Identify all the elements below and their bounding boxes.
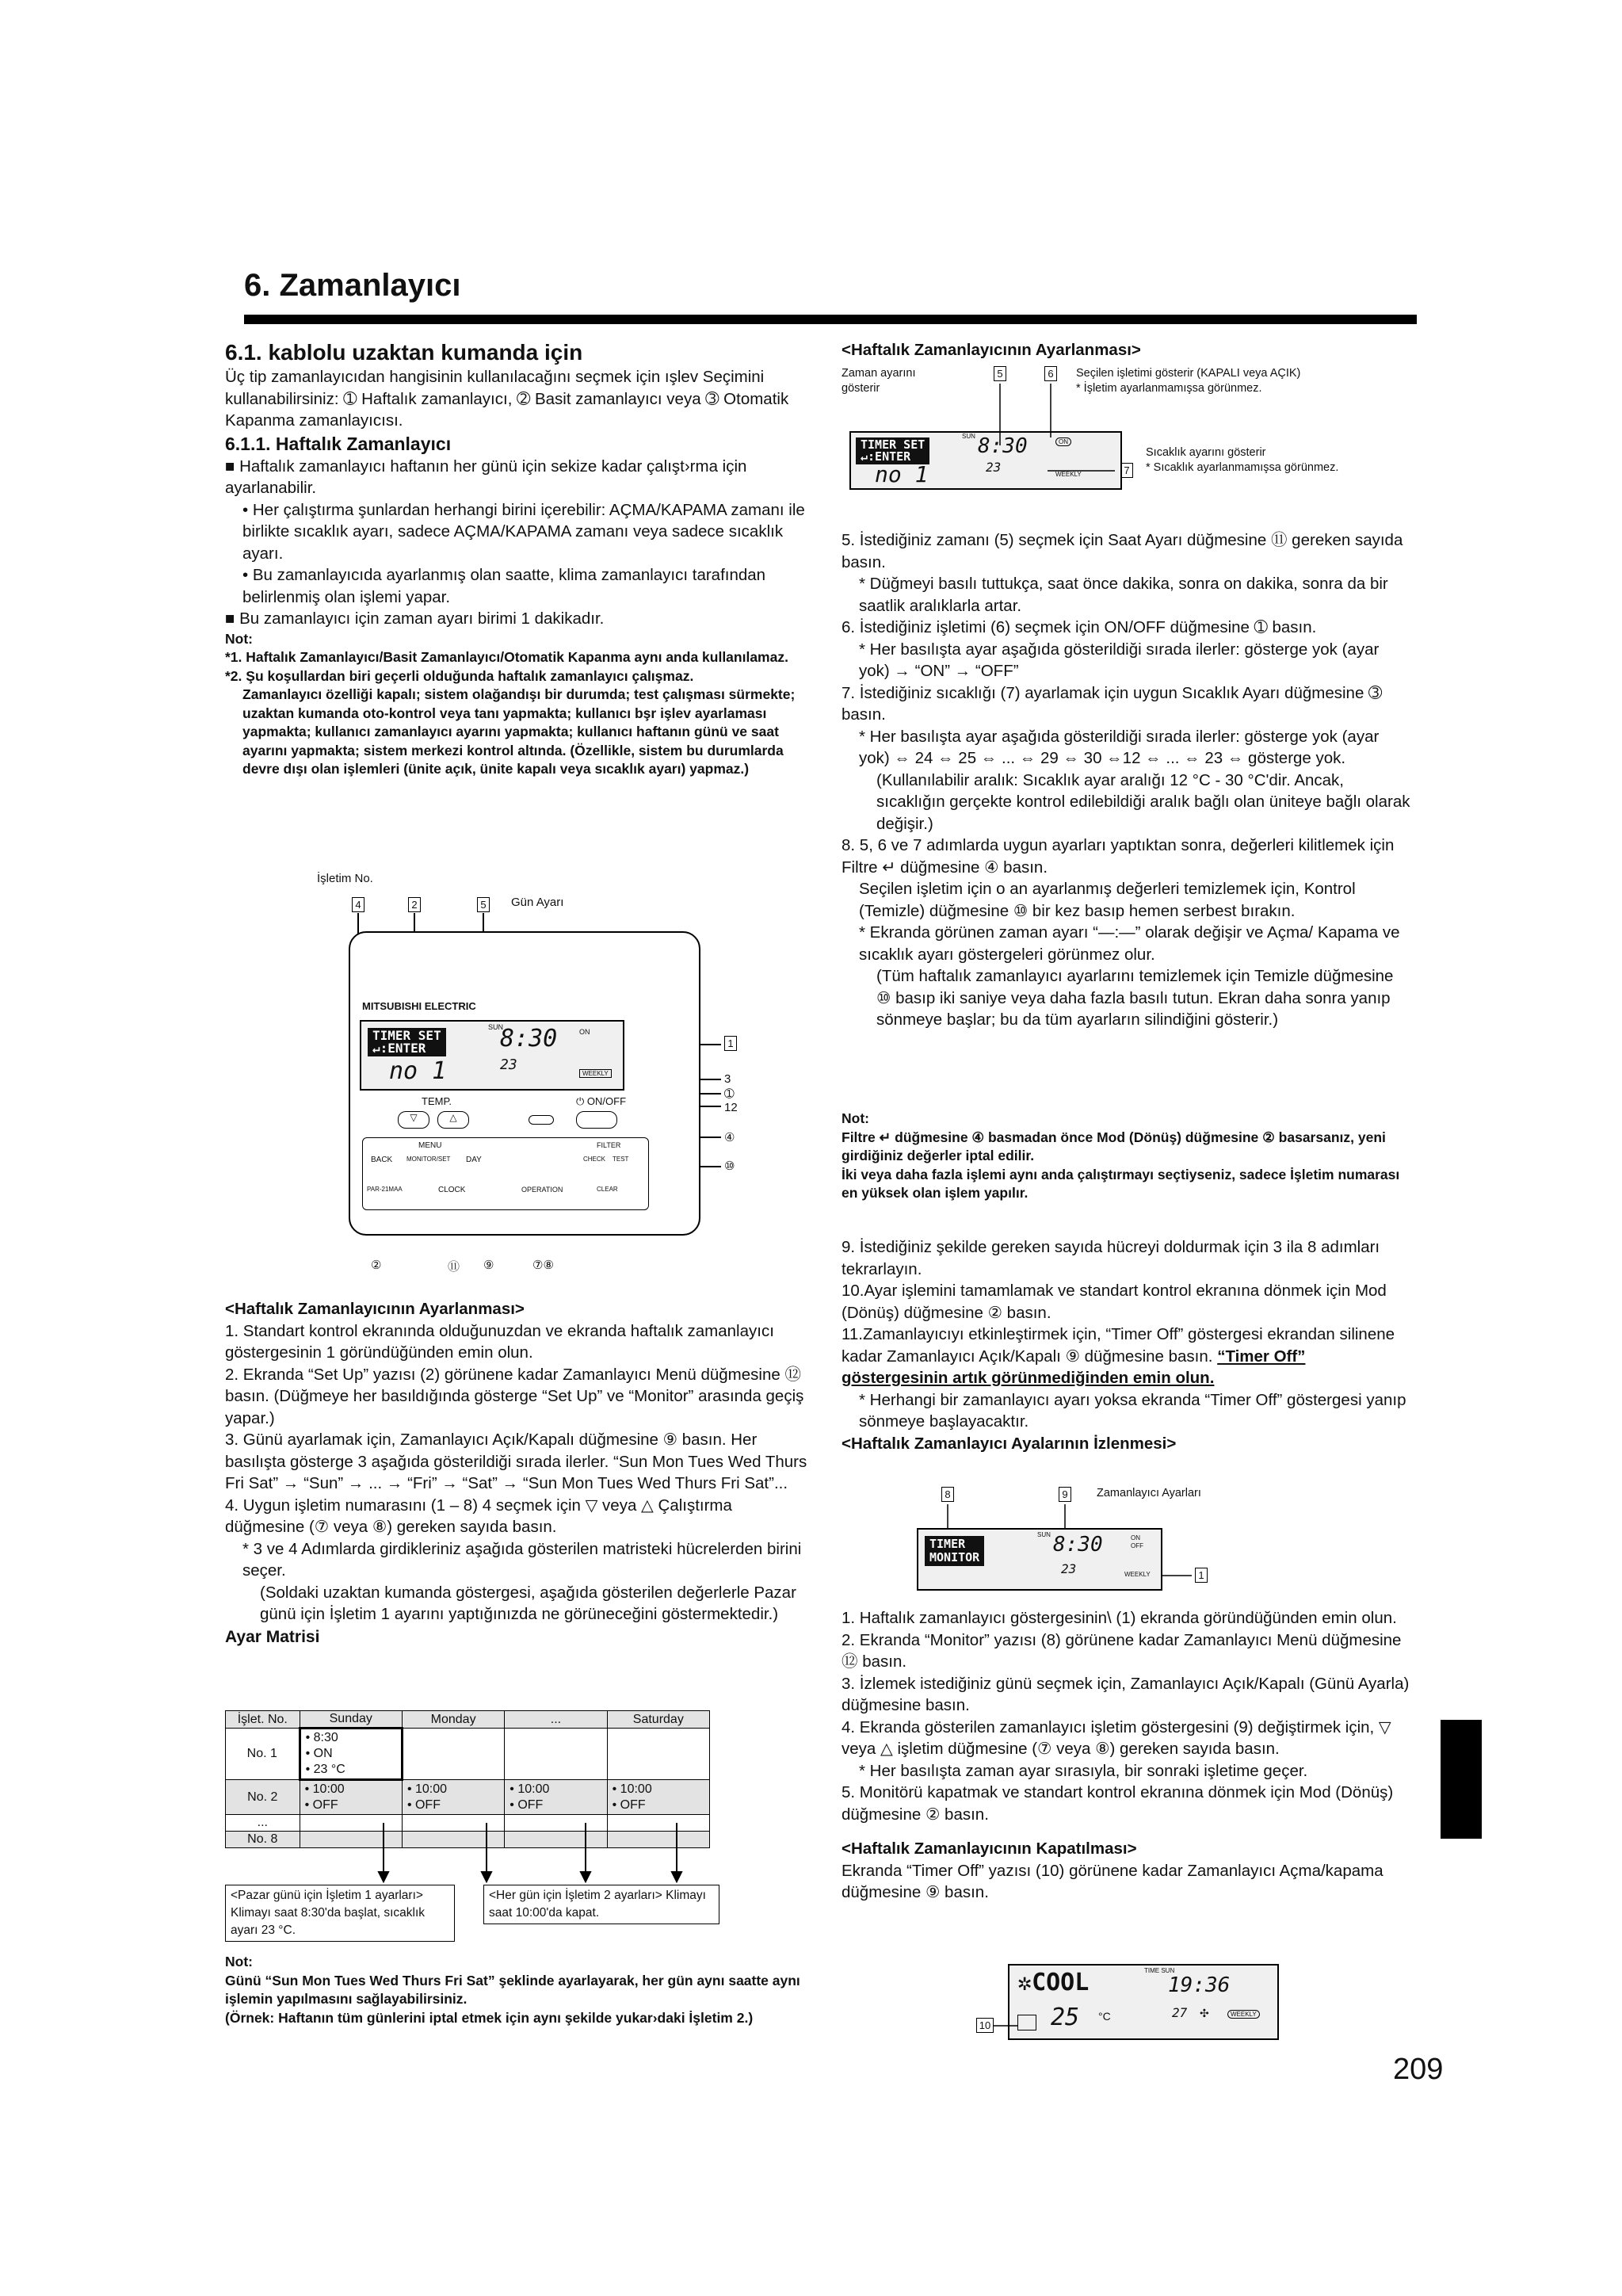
figure-timer-off (976, 1964, 1293, 2043)
callout-2: 2 (408, 897, 421, 912)
step-3: 3. Günü ayarlamak için, Zamanlayıcı Açık/Kapalı düğmesine ⑨ basın. Her basılışta gösterge 3 aşağıda gösterildiği sırada ilerler. “Sun Mon Tues Wed Thurs Fri Sat” → “Sun” → ... → “Fri” → “Sat” → “Sun Mon Tues Wed Thurs Fri Sat”... (225, 1431, 807, 1492)
lcd-sun: SUN (488, 1023, 504, 1031)
intro-text: Üç tip zamanlayıcıdan hangisinin kullanılacağını seçmek için ışlev Seçimini kullanabilirsiniz: ➀ Haftalık zamanlayıcı, ➁ Basit zamanlayıcı veya ➂ Otomatik Kapanma zamanlayıcısı. (225, 368, 789, 430)
mstep-4-note: * Her basılışta zaman ayar sırasıyla, bir sonraki işletime geçer. (859, 1761, 1308, 1780)
matrix-header: Monday (402, 1711, 504, 1729)
label-gun-ayari: Gün Ayarı (511, 896, 564, 909)
callout-r2: 3 (724, 1072, 731, 1086)
callout-b2: ⑪ (448, 1260, 460, 1274)
fig2-lcd-sun: SUN (1037, 1531, 1051, 1538)
right-heading: <Haftalık Zamanlayıcının Ayarlanması> (842, 341, 1141, 359)
remote-lcd (360, 1020, 624, 1091)
note-2-body: Zamanlayıcı özelliği kapalı; sistem olağandışı bir durumda; test çalışması sürmekte; uzaktan kumanda oto-kontrol veya tanı yapmakta; kullanıcı bşr işlev ayarlaması yapmakta; kullanıcı zamanlayıcı ayarını yapmakta; kullanıcı haftanın günü ve saat ayarını yapmakta; sistem merkezi kontrol altında. (Özellikle, sistem bu durumlarda devre dışı olan işlemleri (ünite açık, ünite kapalı veya sıcaklık ayarı) yapmaz.) (242, 686, 796, 777)
label-isletim-no: İşletim No. (317, 872, 373, 885)
temp-down-button[interactable]: ▽ (398, 1111, 429, 1129)
bottom-note (225, 1953, 811, 2027)
note-2-head: *2. Şu koşullardan biri geçerli olduğunda haftalık zamanlayıcı çalışmaz. (225, 667, 694, 684)
remote-body (349, 931, 700, 1236)
off-text: Ekranda “Timer Off” yazısı (10) görünene kadar Zamanlayıcı Açma/kapama düğmesine ⑨ basın. (842, 1861, 1383, 1901)
matrix-title: Ayar Matrisi (225, 1627, 320, 1646)
lcd-temp: 23 (500, 1056, 517, 1073)
subsection-title: 6.1.1. Haftalık Zamanlayıcı (225, 433, 452, 454)
matrix-cell-no2: • 10:00 • OFF (607, 1780, 709, 1815)
fig1-label-zaman: Zaman ayarını gösterir (842, 367, 916, 395)
matrix-cell-no1-sun: • 8:30 • ON • 23 °C (300, 1729, 402, 1780)
matrix-row-label: No. 8 (226, 1832, 300, 1848)
left-steps (225, 1298, 811, 1649)
matrix-row-label: ... (226, 1815, 300, 1832)
model-label: PAR-21MAA (367, 1186, 403, 1193)
fig1-label-secilen: Seçilen işletimi gösterir (KAPALI veya AÇIK) * İşletim ayarlanmamışsa görünmez. (1076, 367, 1301, 395)
step-7-note2: (Kullanılabilir aralık: Sıcaklık ayar aralığı 12 °C - 30 °C'dir. Ancak, sıcaklığın gerçekte kontrol edilebildiği aralık bağlı olan üniteye bağlı olarak değişir.) (876, 770, 1410, 833)
step-1: 1. Standart kontrol ekranında olduğunuzdan ve ekranda haftalık zamanlayıcı göstergesinin 1 göründüğünden emin olun. (225, 1321, 774, 1362)
right-steps-9-11 (842, 1236, 1412, 1454)
callout-r5: ④ (724, 1131, 735, 1144)
callout-r4: 12 (724, 1101, 738, 1114)
chapter-title: 6. Zamanlayıcı (244, 268, 461, 303)
page-number: 209 (1393, 2053, 1444, 2086)
bottom-note-2: (Örnek: Haftanın tüm günlerini iptal etmek için aynı şekilde yukar›daki İşletim 2.) (225, 2009, 754, 2026)
matrix-cell-no2: • 10:00 • OFF (402, 1780, 504, 1815)
lcd-on: ON (579, 1028, 590, 1036)
step-4-note: * 3 ve 4 Adımlarda girdikleriniz aşağıda gösterilen matristeki hücrelerden birini seçer. (242, 1539, 802, 1580)
fig1-callout-7: 7 (1120, 463, 1133, 478)
btn-filter[interactable]: FILTER (597, 1141, 621, 1149)
bottom-note-label: Not: (225, 1954, 253, 1969)
callout-b3: ⑨ (483, 1259, 494, 1272)
step-6-note: * Her basılışta ayar aşağıda gösterildiği sırada ilerler: gösterge yok (ayar yok) → “ON” → “OFF” (859, 640, 1380, 680)
step-4: 4. Uygun işletim numarasını (1 – 8) 4 seçmek için ▽ veya △ Çalıştırma düğmesine (⑦ veya ⑧) gereken sayıda basın. (225, 1496, 732, 1536)
matrix-cell (402, 1729, 504, 1780)
settings-heading: <Haftalık Zamanlayıcının Ayarlanması> (225, 1300, 525, 1318)
matrix-row-label: No. 2 (226, 1780, 300, 1815)
indicator-lamp (529, 1115, 554, 1125)
figure-timer-monitor (842, 1487, 1412, 1598)
fan-icon: ✣ (1200, 2007, 1209, 2019)
fig1-lcd-timer: TIMER SET ↵:ENTER (856, 437, 929, 464)
step-6: 6. İstediğiniz işletimi (6) seçmek için ON/OFF düğmesine ➀ basın. (842, 618, 1317, 636)
mstep-3: 3. İzlemek istediğiniz günü seçmek için, Zamanlayıcı Açık/Kapalı (Günü Ayarla) düğmesine basın. (842, 1674, 1410, 1714)
fig1-lcd-weekly: WEEKLY (1055, 471, 1082, 478)
callout-box-everyday: <Her gün için İşletim 2 ayarları> Klimayı saat 10:00'da kapat. (483, 1885, 719, 1924)
fig2-lcd-time: 8:30 (1053, 1533, 1103, 1557)
temp-up-button[interactable]: △ (437, 1111, 469, 1129)
left-column (225, 339, 811, 779)
step-5: 5. İstediğiniz zamanı (5) seçmek için Saat Ayarı düğmesine ⑪ gereken sayıda basın. (842, 531, 1403, 571)
fig3-lcd-time: 19:36 (1168, 1973, 1231, 1997)
matrix-cell-no2: • 10:00 • OFF (300, 1780, 402, 1815)
btn-operation[interactable]: OPERATION (521, 1186, 563, 1194)
fig2-callout-9: 9 (1059, 1487, 1071, 1502)
note-1: *1. Haftalık Zamanlayıcı/Basit Zamanlayıcı/Otomatik Kapanma aynı anda kullanılamaz. (225, 649, 788, 665)
fig2-callout-8: 8 (941, 1487, 954, 1502)
fig3-callout-10: 10 (976, 2018, 994, 2033)
fig1-lcd-on: ON (1055, 437, 1071, 446)
note-label: Not: (225, 630, 253, 647)
callout-5: 5 (477, 897, 490, 912)
lcd-weekly: WEEKLY (579, 1069, 612, 1078)
btn-onoff-label: ⏻ ON/OFF (576, 1095, 627, 1107)
lower-panel (362, 1137, 649, 1210)
btn-back[interactable]: BACK (371, 1156, 393, 1164)
step-11: 11.Zamanlayıcıyı etkinleştirmek için, “Timer Off” göstergesi ekrandan silinene kadar Zamanlayıcı Açık/Kapalı ⑨ düğmesine basın. “Timer Off” göstergesinin artık görünmediğinden emin olun. (842, 1325, 1395, 1387)
matrix-cell (505, 1729, 607, 1780)
mstep-1: 1. Haftalık zamanlayıcı göstergesinin\ (1) ekranda göründüğünden emin olun. (842, 1609, 1397, 1627)
btn-temp-label: TEMP. (422, 1095, 452, 1107)
btn-day[interactable]: DAY (466, 1156, 482, 1164)
step-4-note2: (Soldaki uzaktan kumanda göstergesi, aşağıda gösterilen değerlerle Pazar günü için İşletim 1 ayarını yaptığınızda ne görüneceğini göstermektedir.) (260, 1583, 796, 1623)
fig3-lcd-temp: 25 (1051, 2004, 1080, 2031)
lcd-op-no: no 1 (389, 1057, 447, 1085)
fig1-label-sicaklik: Sıcaklık ayarını gösterir * Sıcaklık ayarlanmamışsa görünmez. (1146, 446, 1339, 474)
btn-menu[interactable]: MENU (418, 1141, 442, 1150)
fig1-callout-5: 5 (994, 366, 1006, 381)
step-8: 8. 5, 6 ve 7 adımlarda uygun ayarları yaptıktan sonra, değerleri kilitlemek için Filtre ↵ düğmesine ④ basın. (842, 836, 1395, 877)
fig2-lcd-onoff: ON OFF (1131, 1534, 1143, 1549)
fig1-lcd-sun: SUN (962, 433, 975, 440)
brand-logo: MITSUBISHI ELECTRIC (362, 1000, 476, 1012)
header-rule (244, 315, 1417, 324)
section-tab (1441, 1720, 1482, 1839)
matrix-row-label: No. 1 (226, 1729, 300, 1780)
right-note-label: Not: (842, 1110, 869, 1126)
fig1-lcd-temp: 23 (986, 460, 1002, 475)
step-8-note2: (Tüm haftalık zamanlayıcı ayarlarını temizlemek için Temizle düğmesine ⑩ basıp iki saniye veya daha fazla basılı tutun. Ekran daha sonra yanıp sönmeye başlar; bu da tüm ayarların silindiğini gösterir.) (876, 967, 1394, 1029)
right-monitor-steps (842, 1607, 1412, 1904)
btn-clear[interactable]: CLEAR (597, 1186, 618, 1193)
fig3-lcd-mode: ✲COOL (1017, 1969, 1090, 1996)
fig1-callout-6: 6 (1044, 366, 1057, 381)
dot-1: • Her çalıştırma şunlardan herhangi birini içerebilir: AÇMA/KAPAMA zamanı ile birlikte sıcaklık ayarı, sadece AÇMA/KAPAMA zamanı veya sadece sıcaklık ayarı. (242, 500, 805, 563)
step-9: 9. İstediğiniz şekilde gereken sayıda hücreyi doldurmak için 3 ila 8 adımları tekrarlayın. (842, 1238, 1380, 1278)
btn-monitor-set[interactable]: MONITOR/SET (406, 1156, 451, 1163)
step-11-note: * Herhangi bir zamanlayıcı ayarı yoksa ekranda “Timer Off” göstergesi yanıp sönmeye başlayacaktır. (859, 1390, 1406, 1431)
matrix-header: Sunday (300, 1711, 402, 1729)
right-note-1: Filtre ↵ düğmesine ④ basmadan önce Mod (Dönüş) düğmesine ② basarsanız, yeni girdiğiniz değerler iptal edilir. (842, 1129, 1386, 1163)
callout-r3: ➀ (724, 1087, 735, 1101)
matrix-header: İşlet. No. (226, 1711, 300, 1729)
lcd-timer-set: TIMER SET ↵:ENTER (368, 1028, 446, 1056)
matrix-header: Saturday (607, 1711, 709, 1729)
fig3-lcd (1008, 1964, 1279, 2040)
section-title: 6.1. kablolu uzaktan kumanda için (225, 340, 583, 365)
step-2: 2. Ekranda “Set Up” yazısı (2) görünene kadar Zamanlayıcı Menü düğmesine ⑫ basın. (Düğmeye her basıldığında gösterge “Set Up” ve “Monitor” arasında geçiş yapar.) (225, 1365, 804, 1427)
mstep-4: 4. Ekranda gösterilen zamanlayıcı işletim göstergesini (9) değiştirmek için, ▽ veya △ işletim düğmesine (⑦ veya ⑧) gereken sayıda basın. (842, 1717, 1391, 1758)
mstep-5: 5. Monitörü kapatmak ve standart kontrol ekranına dönmek için Mod (Dönüş) düğmesine ② basın. (842, 1783, 1394, 1824)
step-5-note: * Düğmeyi basılı tuttukça, saat önce dakika, sonra on dakika, sonra da bir saatlik aralıklarla artar. (859, 575, 1388, 615)
btn-check[interactable]: CHECK (583, 1156, 606, 1163)
remote-diagram (317, 872, 761, 1284)
fig1-lcd-time: 8:30 (978, 434, 1028, 458)
bullet-1: ■ Haftalık zamanlayıcı haftanın her günü için sekize kadar çalışt›rma için ayarlanabilir. (225, 457, 747, 497)
step-7: 7. İstediğiniz sıcaklığı (7) ayarlamak için uygun Sıcaklık Ayarı düğmesine ➂ basın. (842, 683, 1383, 724)
mstep-2: 2. Ekranda “Monitor” yazısı (8) görünene kadar Zamanlayıcı Menü düğmesine ⑫ basın. (842, 1630, 1402, 1671)
step-7-note: * Her basılışta ayar aşağıda gösterildiği sırada ilerler: gösterge yok (ayar yok) ⇔ 24 ⇔ 25 ⇔ ... ⇔ 29 ⇔ 30 ⇔12 ⇔ ... ⇔ 23 ⇔ gösterge yok. (859, 727, 1380, 767)
monitor-heading: <Haftalık Zamanlayıcı Ayalarının İzlenmesi> (842, 1434, 1177, 1453)
callout-box-sunday: <Pazar günü için İşletim 1 ayarları> Klimayı saat 8:30'da başlat, sıcaklık ayarı 23 °C. (225, 1885, 455, 1942)
right-steps-5-8 (842, 529, 1412, 1031)
right-note (842, 1110, 1412, 1203)
callout-4: 4 (352, 897, 364, 912)
fig2-lcd (917, 1528, 1162, 1591)
matrix-cell-no2: • 10:00 • OFF (505, 1780, 607, 1815)
fig3-line (976, 1964, 1024, 2043)
fig2-lcd-temp: 23 (1061, 1561, 1077, 1576)
right-note-2: İki veya daha fazla işlemi aynı anda çalıştırmayı seçtiyseniz, sadece İşletim numarası en yüksek olan işlem yapılır. (842, 1166, 1400, 1201)
step-8-note: * Ekranda görünen zaman ayarı “—:—” olarak değişir ve Açma/ Kapama ve sıcaklık ayarı göstergeleri görünmez olur. (859, 923, 1400, 964)
fig3-lcd-weekly: WEEKLY (1227, 2010, 1260, 2019)
step-10: 10.Ayar işlemini tamamlamak ve standart kontrol ekranına dönmek için Mod (Dönüş) düğmesine ② basın. (842, 1282, 1387, 1322)
off-heading: <Haftalık Zamanlayıcının Kapatılması> (842, 1839, 1137, 1858)
fig2-lcd-weekly: WEEKLY (1124, 1571, 1151, 1578)
matrix-cell (607, 1729, 709, 1780)
bottom-note-1: Günü “Sun Mon Tues Wed Thurs Fri Sat” şeklinde ayarlayarak, her gün aynı saatte aynı işlemin yapılmasını sağlayabilirsiniz. (225, 1972, 800, 2007)
matrix-arrows (225, 1823, 710, 1886)
onoff-button[interactable] (576, 1111, 617, 1129)
lcd-time: 8:30 (500, 1025, 558, 1052)
btn-test[interactable]: TEST (613, 1156, 629, 1163)
fig2-lcd-timer: TIMER MONITOR (925, 1536, 984, 1566)
callout-b1: ② (371, 1259, 382, 1272)
dot-2: • Bu zamanlayıcıda ayarlanmış olan saatte, klima zamanlayıcı tarafından belirlenmiş olan işlemi yapar. (242, 566, 766, 606)
figure-timer-set (842, 366, 1412, 497)
fig2-callout-1: 1 (1195, 1568, 1208, 1583)
fig2-label: Zamanlayıcı Ayarları (1097, 1487, 1201, 1499)
btn-clock[interactable]: CLOCK (438, 1186, 466, 1194)
callout-b4: ⑦⑧ (532, 1259, 554, 1272)
callout-r6: ⑩ (724, 1159, 735, 1173)
fig1-lcd-no: no 1 (875, 461, 929, 487)
fig3-lcd-time-label: TIME SUN (1144, 1967, 1175, 1974)
bullet-2: ■ Bu zamanlayıcı için zaman ayarı birimi 1 dakikadır. (225, 609, 605, 628)
step-8-b: Seçilen işletim için o an ayarlanmış değerleri temizlemek için, Kontrol (Temizle) düğmesine ⑩ bir kez basıp hemen serbest bırakın. (859, 880, 1356, 920)
fig3-lcd-unit: °C (1098, 2010, 1111, 2023)
fig3-lcd-room: 27 (1172, 2005, 1188, 2020)
matrix-header: ... (505, 1711, 607, 1729)
callout-r1: 1 (724, 1036, 737, 1051)
right-top-heading (842, 339, 1412, 361)
